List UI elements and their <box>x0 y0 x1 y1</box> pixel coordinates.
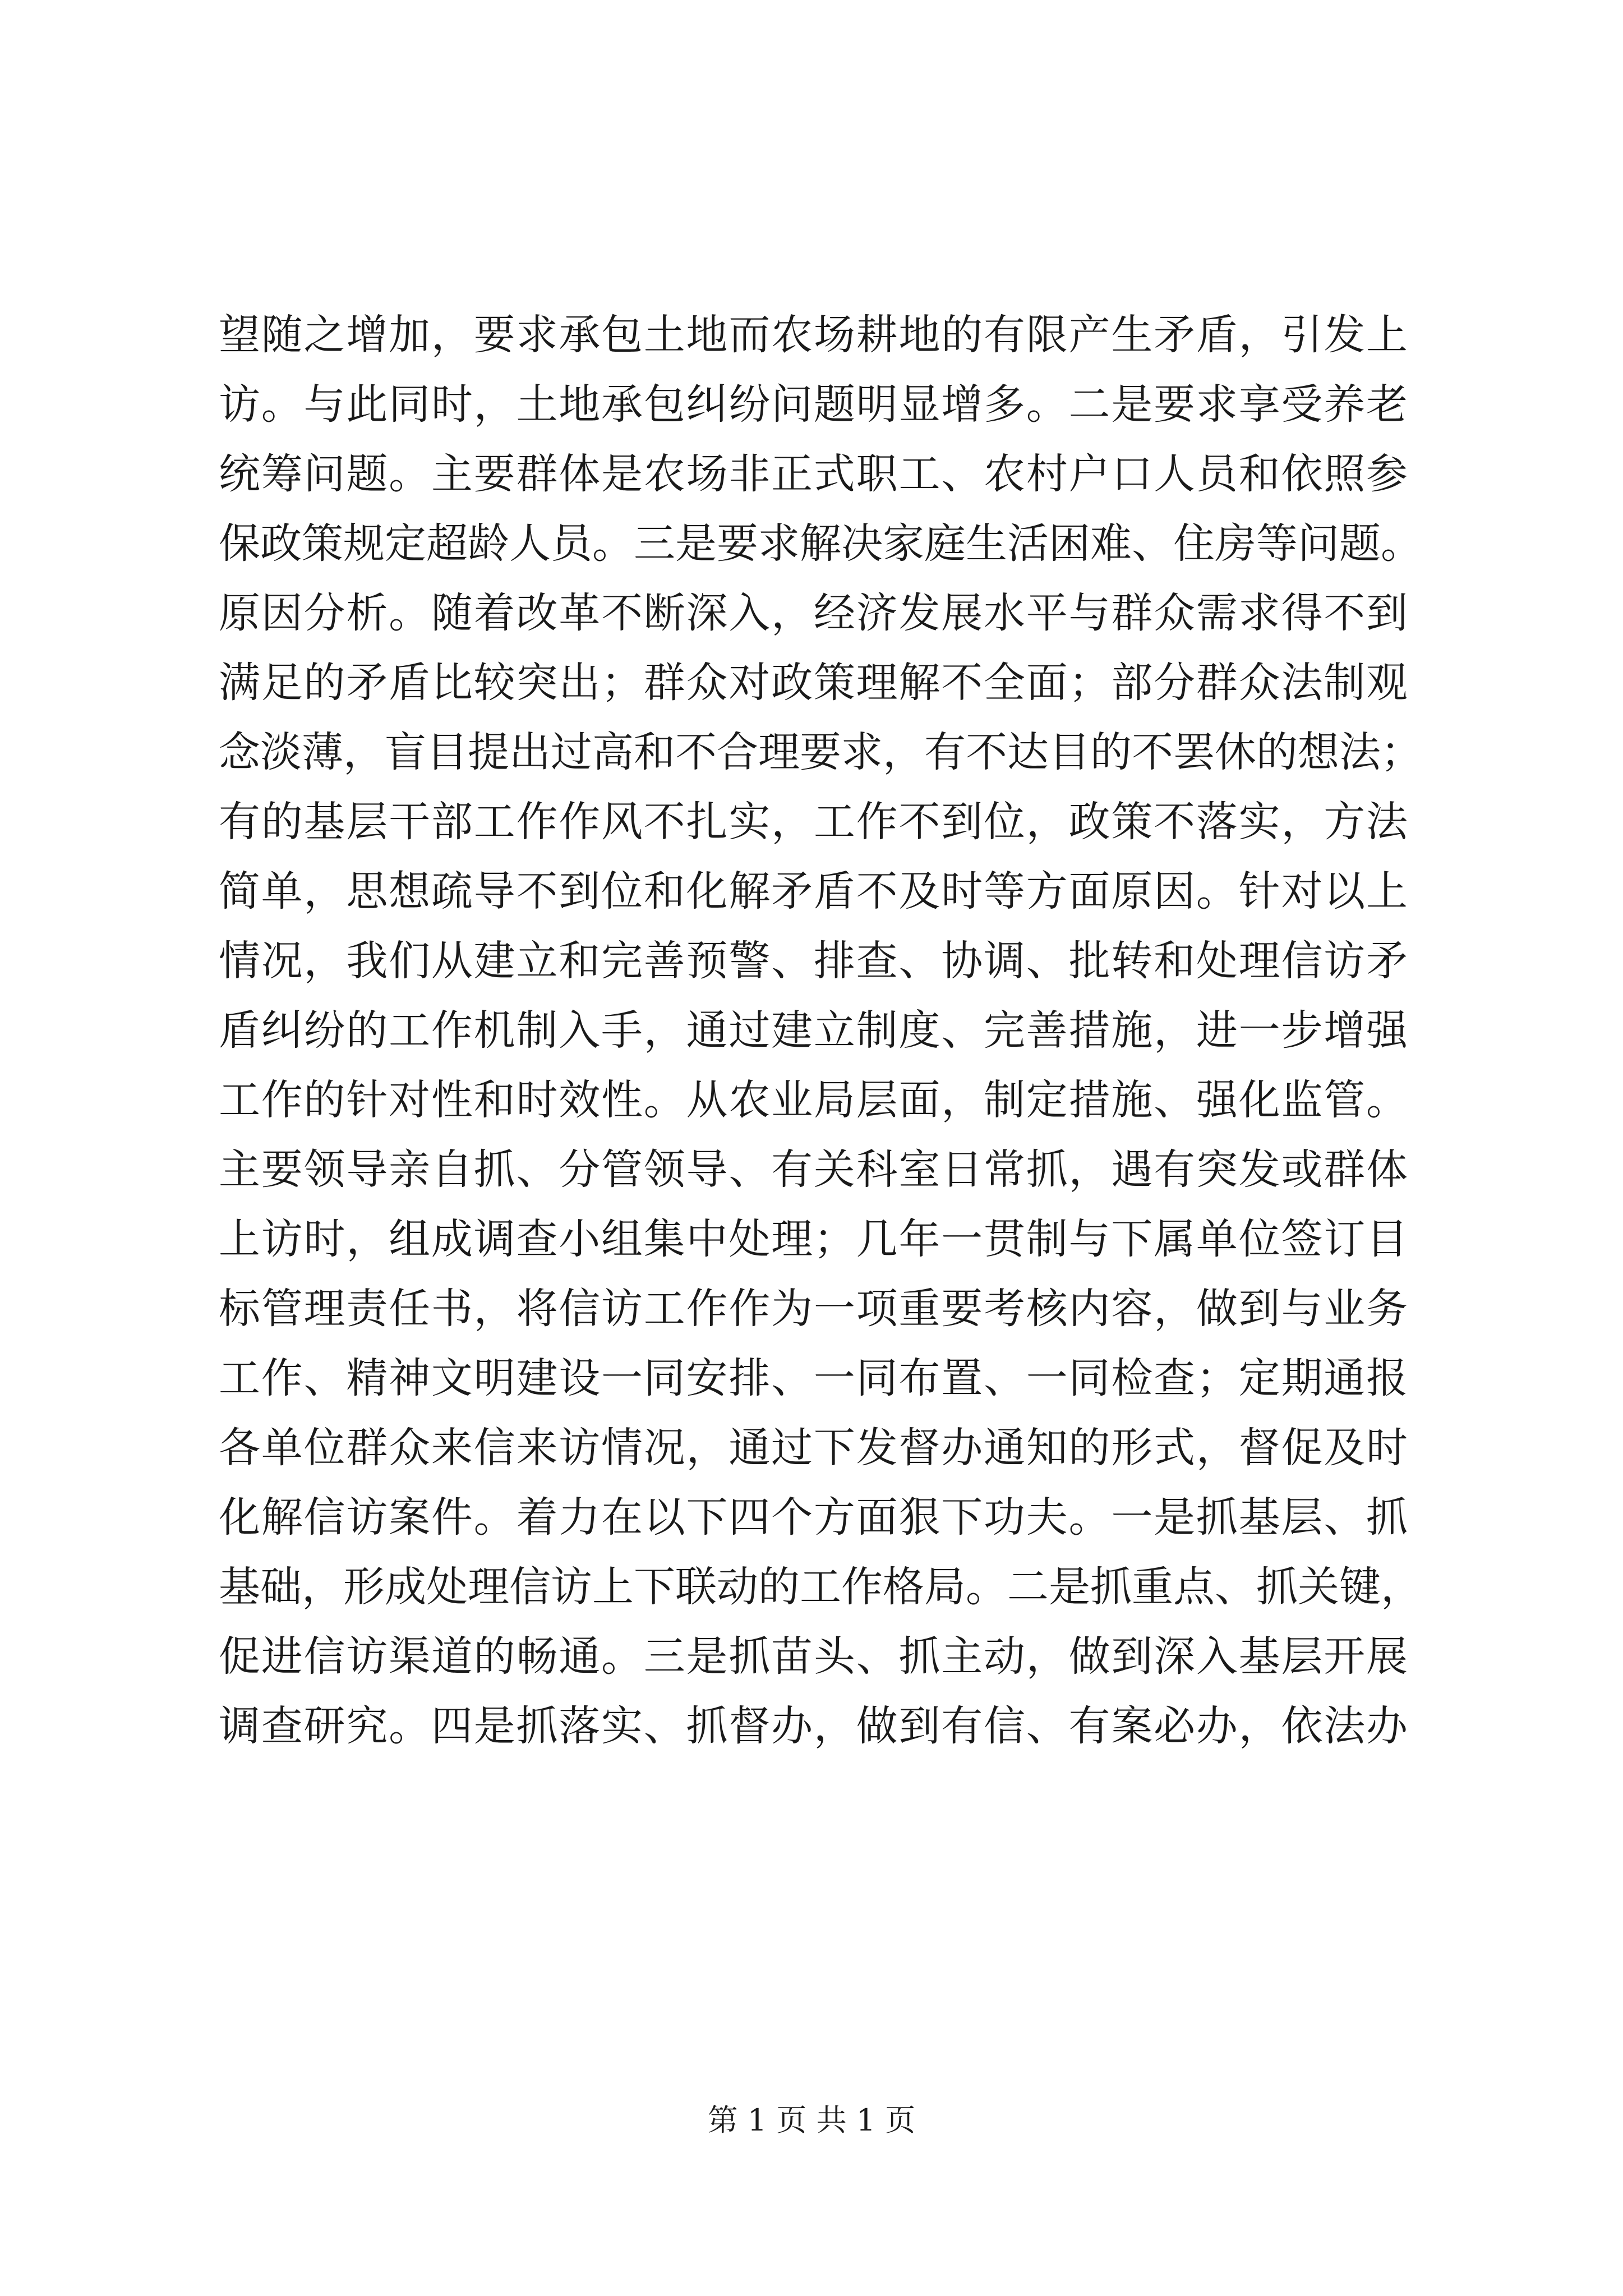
text-line: 统筹问题。主要群体是农场非正式职工、农村户口人员和依照参 <box>219 450 1408 498</box>
text-line: 标管理责任书，将信访工作作为一项重要考核内容，做到与业务 <box>219 1285 1408 1333</box>
page-number-label: 第 1 页 共 1 页 <box>707 2102 916 2138</box>
text-line: 望随之增加，要求承包土地而农场耕地的有限产生矛盾，引发上 <box>219 311 1408 359</box>
text-line: 满足的矛盾比较突出；群众对政策理解不全面；部分群众法制观 <box>219 659 1408 707</box>
text-line: 促进信访渠道的畅通。三是抓苗头、抓主动，做到深入基层开展 <box>219 1632 1408 1681</box>
text-line: 念淡薄，盲目提出过高和不合理要求，有不达目的不罢休的想法； <box>219 728 1422 776</box>
text-line: 调查研究。四是抓落实、抓督办，做到有信、有案必办，依法办 <box>219 1702 1408 1750</box>
page-footer <box>0 2101 1623 2140</box>
text-line: 原因分析。随着改革不断深入，经济发展水平与群众需求得不到 <box>219 589 1408 637</box>
text-line: 化解信访案件。着力在以下四个方面狠下功夫。一是抓基层、抓 <box>219 1493 1408 1542</box>
text-line: 工作、精神文明建设一同安排、一同布置、一同检查；定期通报 <box>219 1354 1408 1402</box>
text-line: 保政策规定超龄人员。三是要求解决家庭生活困难、住房等问题。 <box>219 519 1422 568</box>
text-line: 工作的针对性和时效性。从农业局层面，制定措施、强化监管。 <box>219 1076 1408 1124</box>
text-line: 有的基层干部工作作风不扎实，工作不到位，政策不落实，方法 <box>219 798 1408 846</box>
text-line: 访。与此同时，土地承包纠纷问题明显增多。二是要求享受养老 <box>219 380 1408 429</box>
text-line: 各单位群众来信来访情况，通过下发督办通知的形式，督促及时 <box>219 1424 1408 1472</box>
text-line: 主要领导亲自抓、分管领导、有关科室日常抓，遇有突发或群体 <box>219 1145 1408 1194</box>
body-text <box>219 300 1422 1761</box>
text-line: 简单，思想疏导不到位和化解矛盾不及时等方面原因。针对以上 <box>219 867 1408 915</box>
text-line: 上访时，组成调查小组集中处理；几年一贯制与下属单位签订目 <box>219 1215 1408 1263</box>
text-line: 基础，形成处理信访上下联动的工作格局。二是抓重点、抓关键， <box>219 1563 1422 1611</box>
text-line: 情况，我们从建立和完善预警、排查、协调、批转和处理信访矛 <box>219 937 1408 985</box>
text-line: 盾纠纷的工作机制入手，通过建立制度、完善措施，进一步增强 <box>219 1006 1408 1055</box>
